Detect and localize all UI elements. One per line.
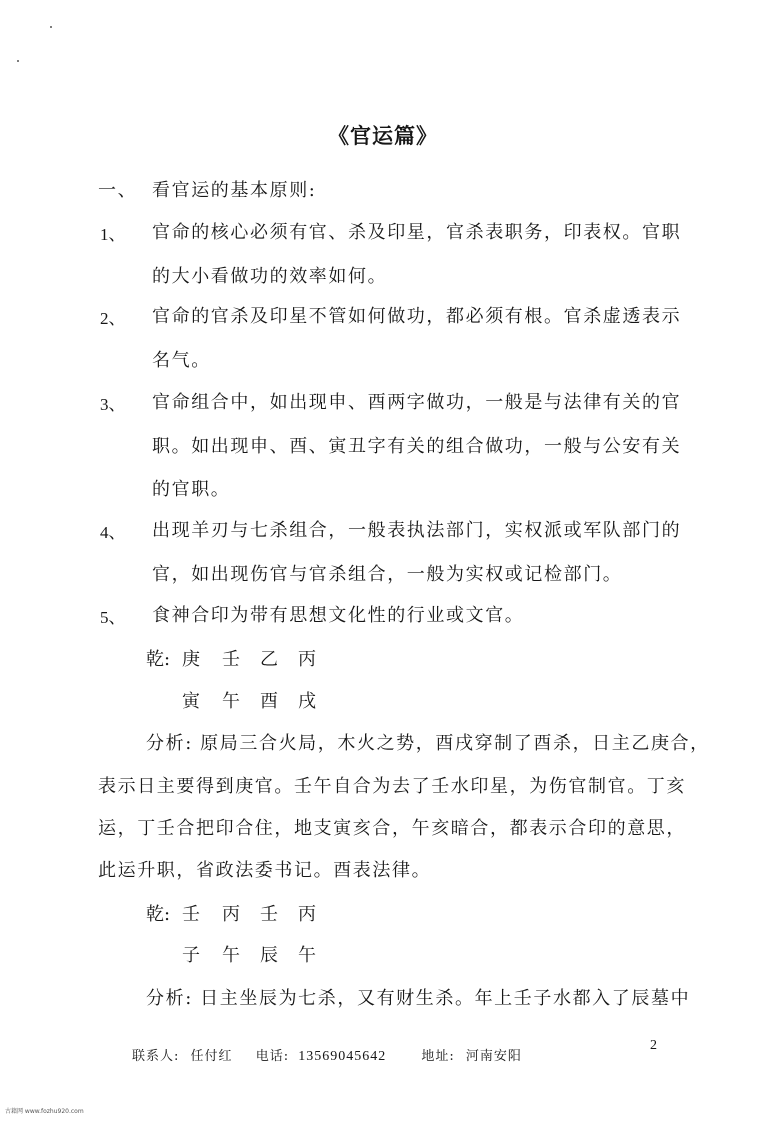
bazi-chart-2 (146, 900, 346, 980)
contact-name: 任付红 (190, 1049, 233, 1064)
address-label: 地址: (421, 1049, 455, 1064)
earthly-branch: 寅 (182, 691, 200, 712)
bazi-chart-1 (146, 645, 346, 725)
heavenly-stem: 丙 (298, 904, 316, 925)
heavenly-stem: 壬 (222, 649, 240, 670)
item-text-line: 的官职。 (152, 479, 231, 500)
item-text-line: 职。如出现申、酉、寅丑字有关的组合做功，一般与公安有关 (152, 436, 682, 457)
item-text-line: 官命的官杀及印星不管如何做功，都必须有根。官杀虚透表示 (152, 306, 682, 327)
watermark: 古籍网 www.fozhu920.com (5, 1108, 84, 1115)
scan-speck (17, 60, 19, 62)
item-text-line: 名气。 (152, 350, 211, 371)
analysis-line: 分析: 日主坐辰为七杀，又有财生杀。年上壬子水都入了辰墓中 (146, 988, 691, 1009)
page-title: 《官运篇》 (328, 123, 438, 148)
chart-label: 乾: (146, 904, 171, 925)
item-number: 3、 (100, 395, 126, 414)
chart-label: 乾: (146, 649, 171, 670)
item-number: 5、 (100, 608, 126, 627)
heavenly-stem: 壬 (260, 904, 278, 925)
footer-contact (132, 1045, 522, 1065)
section-heading-text: 看官运的基本原则: (152, 180, 317, 201)
address: 河南安阳 (465, 1049, 522, 1064)
analysis-line: 此运升职，省政法委书记。酉表法律。 (98, 860, 432, 881)
item-text-line: 官，如出现伤官与官杀组合，一般为实权或记检部门。 (152, 564, 623, 585)
earthly-branch: 戌 (298, 691, 316, 712)
heavenly-stem: 乙 (260, 649, 278, 670)
item-text-line: 的大小看做功的效率如何。 (152, 266, 388, 287)
phone-label: 电话: (255, 1049, 290, 1064)
heavenly-stem: 丙 (298, 649, 316, 670)
item-number: 1、 (100, 225, 126, 244)
item-text-line: 官命组合中，如出现申、酉两字做功，一般是与法律有关的官 (152, 392, 682, 413)
contact-label: 联系人: (132, 1049, 180, 1064)
earthly-branch: 酉 (260, 691, 278, 712)
phone-number: 13569045642 (298, 1049, 387, 1064)
earthly-branch: 午 (222, 691, 240, 712)
item-number: 2、 (100, 309, 126, 328)
page-number: 2 (650, 1038, 657, 1053)
earthly-branch: 辰 (260, 945, 278, 966)
earthly-branch: 子 (182, 945, 200, 966)
heavenly-stem: 庚 (182, 649, 200, 670)
scan-speck (50, 26, 52, 28)
earthly-branch: 午 (298, 945, 316, 966)
analysis-line: 运，丁壬合把印合住，地支寅亥合，午亥暗合，都表示合印的意思， (98, 818, 686, 839)
analysis-line: 表示日主要得到庚官。壬午自合为去了壬水印星，为伤官制官。丁亥 (98, 776, 686, 797)
item-text-line: 官命的核心必须有官、杀及印星，官杀表职务，印表权。官职 (152, 222, 682, 243)
item-text-line: 出现羊刃与七杀组合，一般表执法部门，实权派或军队部门的 (152, 520, 682, 541)
earthly-branch: 午 (222, 945, 240, 966)
heavenly-stem: 壬 (182, 904, 200, 925)
item-number: 4、 (100, 523, 126, 542)
heavenly-stem: 丙 (222, 904, 240, 925)
section-heading-number: 一、 (98, 180, 138, 201)
analysis-line: 分析: 原局三合火局，木火之势，酉戌穿制了酉杀，日主乙庚合， (146, 733, 710, 754)
item-text-line: 食神合印为带有思想文化性的行业或文官。 (152, 605, 525, 626)
